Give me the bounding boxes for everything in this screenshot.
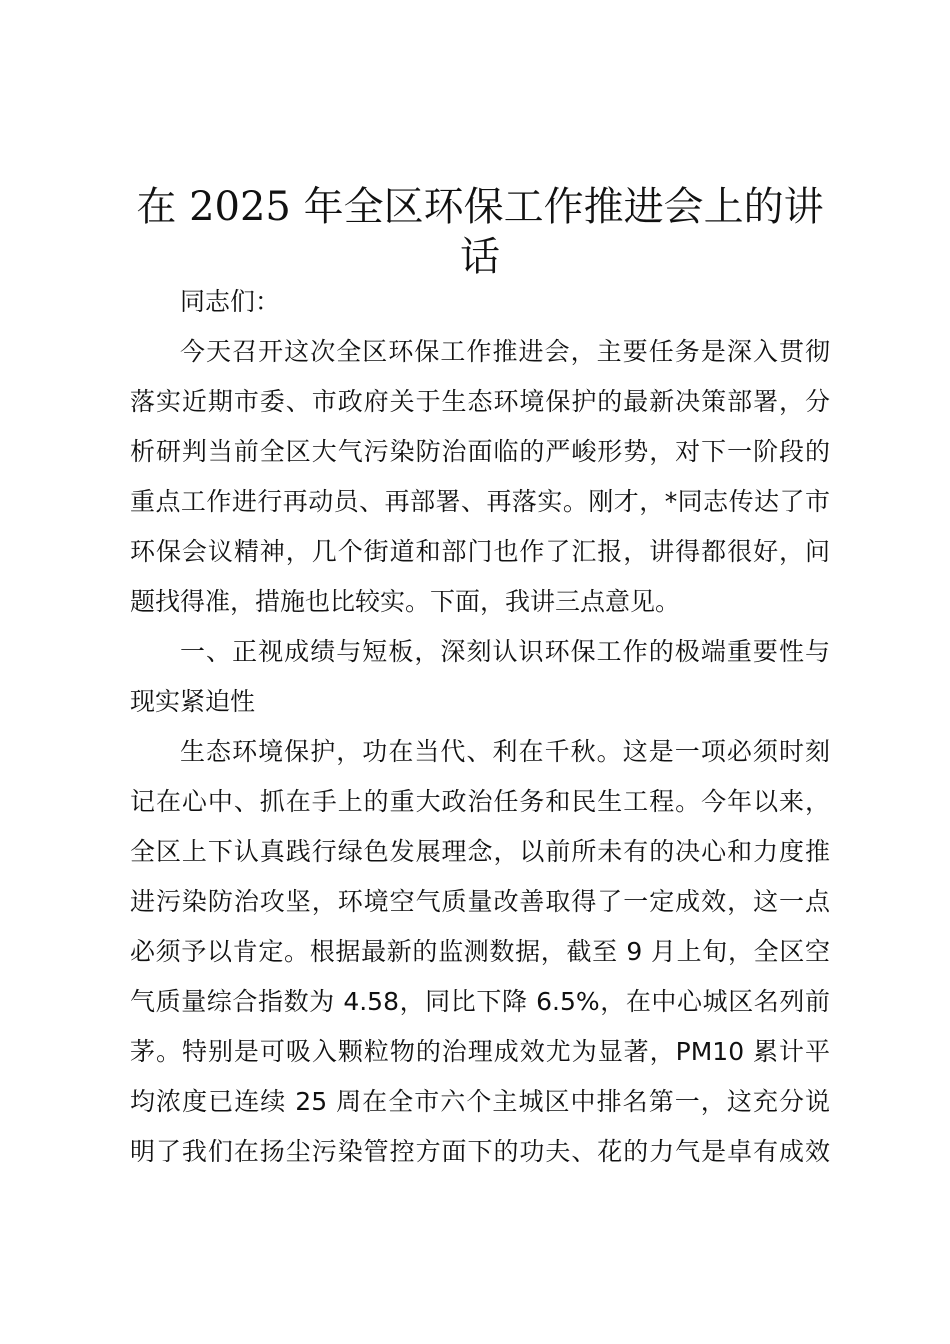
section-heading: 现实紧迫性: [130, 687, 256, 716]
text-line: 记在心中、抓在手上的重大政治任务和民生工程。今年以来，: [130, 787, 830, 816]
title-line: 话: [460, 234, 500, 280]
document-body: [130, 277, 830, 1177]
section-heading: 一、正视成绩与短板，深刻认识环保工作的极端重要性与: [180, 637, 830, 666]
document-title: [130, 182, 830, 282]
text-line: 题找得准，措施也比较实。下面，我讲三点意见。: [130, 587, 681, 616]
text-line: 茅。特别是可吸入颗粒物的治理成效尤为显著，PM10 累计平: [130, 1037, 830, 1066]
title-line: 在 2025 年全区环保工作推进会上的讲: [136, 184, 824, 230]
text-line: 明了我们在扬尘污染管控方面下的功夫、花的力气是卓有成效: [130, 1137, 830, 1166]
text-line: 均浓度已连续 25 周在全市六个主城区中排名第一，这充分说: [130, 1087, 830, 1116]
text-line: 重点工作进行再动员、再部署、再落实。刚才，*同志传达了市: [130, 487, 830, 516]
salutation: 同志们：: [180, 287, 281, 316]
text-line: 进污染防治攻坚，环境空气质量改善取得了一定成效，这一点: [130, 887, 830, 916]
text-line: 气质量综合指数为 4.58，同比下降 6.5%，在中心城区名列前: [130, 987, 830, 1016]
text-line: 落实近期市委、市政府关于生态环境保护的最新决策部署，分: [130, 387, 830, 416]
text-line: 全区上下认真践行绿色发展理念，以前所未有的决心和力度推: [130, 837, 830, 866]
text-line: 析研判当前全区大气污染防治面临的严峻形势，对下一阶段的: [130, 437, 830, 466]
text-line: 生态环境保护，功在当代、利在千秋。这是一项必须时刻: [180, 737, 830, 766]
text-line: 环保会议精神，几个街道和部门也作了汇报，讲得都很好，问: [130, 537, 830, 566]
text-line: 必须予以肯定。根据最新的监测数据，截至 9 月上旬，全区空: [130, 937, 830, 966]
text-line: 今天召开这次全区环保工作推进会，主要任务是深入贯彻: [180, 337, 830, 366]
